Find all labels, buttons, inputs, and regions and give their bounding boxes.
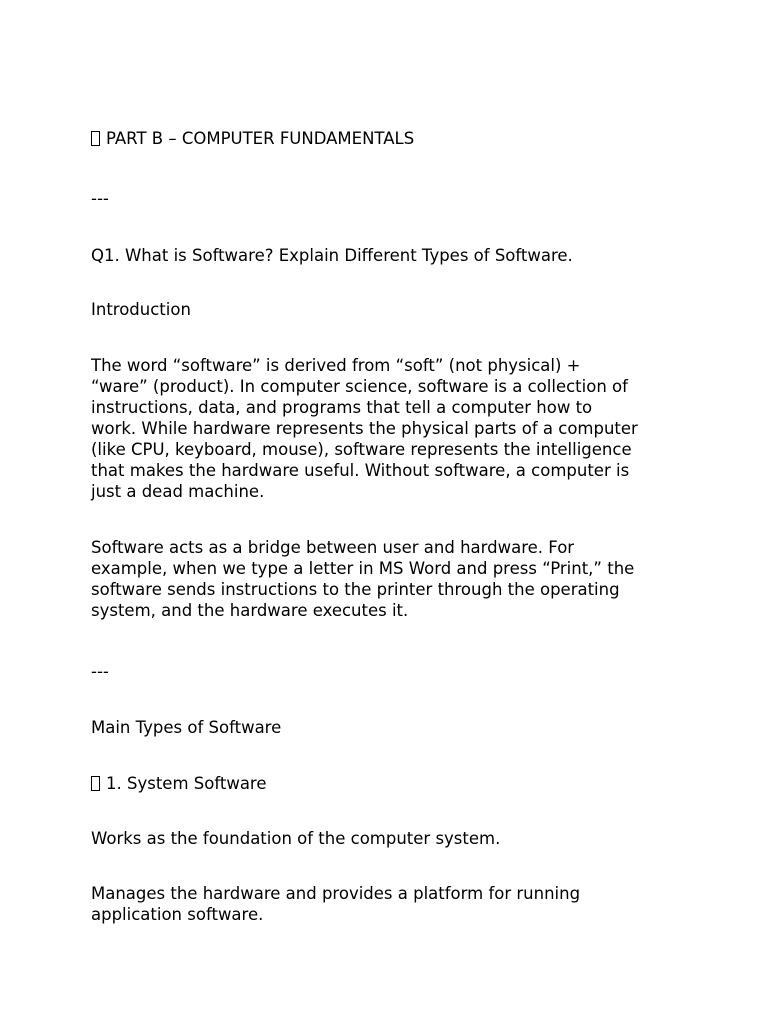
intro-paragraph [91,355,701,502]
paragraph-line: example, when we type a letter in MS Word and press “Print,” the [91,559,635,578]
part-heading-text: PART B – COMPUTER FUNDAMENTALS [106,129,415,148]
part-heading [91,128,414,149]
paragraph-line: work. While hardware represents the physical parts of a computer [91,419,638,438]
paragraph-line: software sends instructions to the printer through the operating [91,580,620,599]
separator: --- [91,662,109,681]
paragraph-line: system, and the hardware executes it. [91,601,409,620]
paragraph-line: just a dead machine. [91,482,265,501]
paragraph-line: The word “software” is derived from “soft” (not physical) + [91,356,581,375]
paragraph-line: Software acts as a bridge between user and hardware. For [91,538,575,557]
separator: --- [91,189,109,208]
system-point: Works as the foundation of the computer system. [91,829,501,848]
system-software-heading-text: 1. System Software [106,774,267,793]
paragraph-line: instructions, data, and programs that tell a computer how to [91,398,593,417]
intro-heading: Introduction [91,300,191,319]
system-software-heading [91,773,267,794]
paragraph-line: that makes the hardware useful. Without software, a computer is [91,461,630,480]
missing-glyph-icon [91,131,100,146]
system-point [91,883,701,925]
paragraph-line: “ware” (product). In computer science, software is a collection of [91,377,628,396]
types-heading: Main Types of Software [91,718,282,737]
missing-glyph-icon [91,776,100,791]
question-title: Q1. What is Software? Explain Different Types of Software. [91,246,573,265]
paragraph-line: Manages the hardware and provides a platform for running [91,884,581,903]
paragraph-line: (like CPU, keyboard, mouse), software represents the intelligence [91,440,632,459]
bridge-paragraph [91,537,701,621]
paragraph-line: application software. [91,905,264,924]
